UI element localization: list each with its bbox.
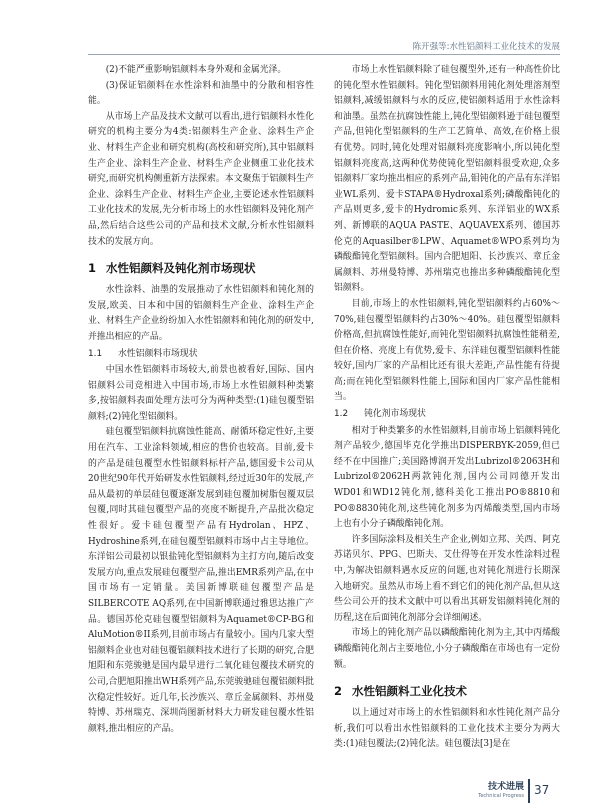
subsection-heading-1-1 bbox=[88, 347, 314, 363]
section-title: 水性铝颜料及钝化剂市场现状 bbox=[106, 261, 256, 276]
paragraph: 以上通过对市场上的水性铝颜料和水性钝化剂产品分析,我们可以看出水性铝颜料的工业化技术主要分为两大类:(1)硅包覆法;(2)钝化法。硅包覆法[3]是在 bbox=[334, 708, 560, 750]
paragraph: 硅包覆型铝颜料抗腐蚀性能高、耐循环稳定性好,主要用在汽车、工业涂料领域,相应的售价也较高。目前,爱卡的产品是硅包覆型水性铝颜料标杆产品,德国爱卡公司从20世纪90年代开始研发水性铝颜料,经过近30年的发展,产品从最初的单层硅包覆逐渐发展到硅包覆加树脂包覆双层包覆,同时其硅包覆型产品的亮度不断提升,产品批次稳定性很好。爱卡硅包覆型产品有Hydrolan、HPZ、Hydroshine系列,在硅包覆型铝颜料市场中占主导地位。东洋铝公司最初以银盐钝化型铝颜料为主打方向,随后改变发展方向,重点发展硅包覆型产品,推出EMR系列产品,在中国市场有一定销量。美国新博联硅包覆型产品是SILBERCOTE AQ系列,在中国新博联通过雅思达推广产品。德国苏伦克硅包覆型铝颜料为Aquamet®CP-BG和AluMotion®II系列,目前市场占有量较小。国内几家大型铝颜料企业也对硅包覆铝颜料技术进行了长期的研究,合肥旭阳和东莞骏驰是国内最早进行二氧化硅包覆技术研究的公司,合肥旭阳推出WH系列产品,东莞骏驰硅包覆铝颜料批次稳定性较好。近几年,长沙族兴、章丘金属颜料、苏州曼特博、苏州瑞克、深圳尚图新材料大力研发硅包覆水性铝颜料,推出相应的产品。 bbox=[88, 427, 314, 734]
paragraph: 市场上水性铝颜料除了硅包覆型外,还有一种高性价比的钝化型水性铝颜料。钝化型铝颜料用钝化剂处理溶剂型铝颜料,减缓铝颜料与水的反应,使铝颜料适用于水性涂料和油墨。虽然在抗腐蚀性能上,钝化型铝颜料逊于硅包覆型产品,但钝化型铝颜料的生产工艺简单、高效,在价格上很有优势。同时,钝化处理对铝颜料亮度影响小,所以钝化型铝颜料亮度高,这两种优势使钝化型铝颜料很受欢迎,众多铝颜料厂家均推出相应的系列产品,钼钝化的产品有东洋铝业WL系列、爱卡STAPA®Hydroxal系列;磷酸酯钝化的产品则更多,爱卡的Hydromic系列、东洋铝业的WX系列、新博联的AQUA PASTE、AQUAVEX系列、德国苏伦克的Aquasilber®LPW、Aquamet®WPO系列均为磷酸酯钝化型铝颜料。国内合肥旭阳、长沙族兴、章丘金属颜料、苏州曼特博、苏州瑞克也推出多种磷酸酯钝化型铝颜料。 bbox=[334, 65, 560, 294]
section-heading-2 bbox=[334, 684, 560, 699]
subsection-title: 钝化剂市场现状 bbox=[364, 409, 426, 420]
subsection-number: 1.1 bbox=[88, 348, 103, 359]
journal-section-label-en: Technical Progress bbox=[478, 793, 524, 799]
subsection-number: 1.2 bbox=[334, 409, 349, 420]
paragraph: 中国水性铝颜料市场较大,前景也被看好,国际、国内铝颜料公司竞相进入中国市场,市场上水性铝颜料种类繁多,按铝颜料表面处理方法可分为两种类型:(1)硅包覆型铝颜料;(2)钝化型铝颜料。 bbox=[88, 365, 314, 422]
section-title: 水性铝颜料工业化技术 bbox=[352, 684, 467, 699]
subsection-heading-1-2 bbox=[334, 407, 560, 423]
paragraph: 许多国际涂料及相关生产企业,例如立邦、关西、阿克苏诺贝尔、PPG、巴斯夫、艾仕得等在开发水性涂料过程中,为解决铝颜料遇水反应的问题,也对钝化剂进行长期深入地研究。虽然从市场上看不到它们的钝化剂产品,但从这些公司公开的技术文献中可以看出其研发铝颜料钝化剂的历程,这在后面钝化剂部分会详细阐述。 bbox=[334, 534, 560, 623]
paragraph: 目前,市场上的水性铝颜料,钝化型铝颜料约占60%～70%,硅包覆型铝颜料约占30%～40%。硅包覆型铝颜料价格高,但抗腐蚀性能好,而钝化型铝颜料抗腐蚀性能稍差,但在价格、亮度上有优势,爱卡、东洋硅包覆型铝颜料性能较好,国内厂家的产品相比还有很大差距,产品性能有待提高;而在钝化型铝颜料性能上,国际和国内厂家产品性能相当。 bbox=[334, 298, 560, 403]
page-number: 37 bbox=[534, 783, 550, 797]
footer-divider bbox=[528, 779, 530, 803]
running-header: 陈开强等:水性铝颜料工业化技术的发展 bbox=[412, 42, 560, 52]
paragraph: 水性涂料、油墨的发展推动了水性铝颜料和钝化剂的发展,欧美、日本和中国的铝颜料生产企业、涂料生产企业、材料生产企业纷纷加入水性铝颜料和钝化剂的研发中,并推出相应的产品。 bbox=[88, 285, 314, 342]
paragraph: 从市场上产品及技术文献可以看出,进行铝颜料水性化研究的机构主要分为4类:铝颜料生产企业、涂料生产企业、材料生产企业和研究机构(高校和研究所),其中铝颜料生产企业、涂料生产企业、材料生产企业侧重工业化技术研究,而研究机构侧重新方法探索。本文聚焦于铝颜料生产企业、涂料生产企业、材料生产企业,主要论述水性铝颜料工业化技术的发展,先分析市场上的水性铝颜料及钝化剂产品,然后结合这些公司的产品和技术文献,分析水性铝颜料技术的发展方向。 bbox=[88, 111, 314, 247]
section-number: 2 bbox=[334, 684, 343, 699]
subsection-title: 水性铝颜料市场现状 bbox=[118, 348, 198, 359]
paragraph: 相对于种类繁多的水性铝颜料,目前市场上铝颜料钝化剂产品较少,德国毕克化学推出DISPERBYK-2059,但已经不在中国推广;美国路博润开发出Lubrizol®2063H和Lubrizol®2062H两款钝化剂,国内公司同德开发出WD01和WD12钝化剂,德科美化工推出PO®8810和PO®8830钝化剂,这些钝化剂多为丙烯酸类型,国内市场上也有小分子磷酸酯钝化剂。 bbox=[334, 425, 560, 530]
section-number: 1 bbox=[88, 261, 97, 276]
left-column bbox=[88, 63, 314, 775]
right-column bbox=[334, 63, 560, 775]
header-divider bbox=[88, 54, 560, 55]
journal-section-label: 技术进展 bbox=[487, 782, 524, 792]
paragraph: (3)保证铝颜料在水性涂料和油墨中的分散和相容性能。 bbox=[88, 80, 314, 107]
section-heading-1 bbox=[88, 261, 314, 276]
paragraph: (2)不能严重影响铝颜料本身外观和金属光泽。 bbox=[105, 65, 287, 75]
paragraph: 市场上的钝化剂产品以磷酸酯钝化剂为主,其中丙烯酸磷酸酯钝化剂占主要地位,小分子磷酸酯在市场也有一定份额。 bbox=[334, 628, 560, 670]
